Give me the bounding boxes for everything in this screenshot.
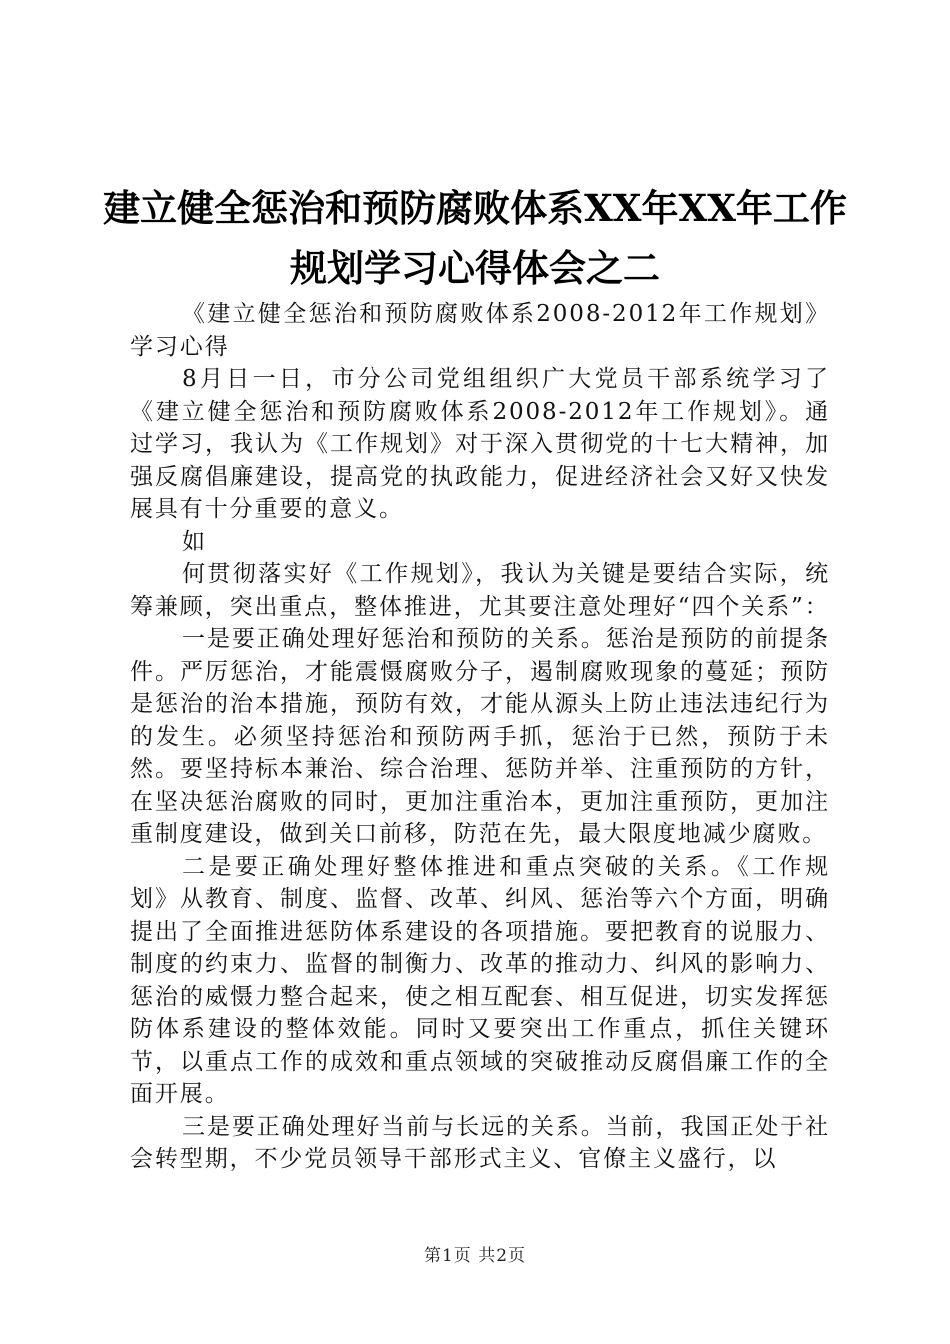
document-title-line-2: 规划学习心得体会之二 (290, 246, 660, 290)
paragraph-relation-one: 一是要正确处理好惩治和预防的关系。惩治是预防的前提条件。严厉惩治，才能震慑腐败分子，遏制腐败现象的蔓延；预防是惩治的治本措施，预防有效，才能从源头上防止违法违纪行为的发生。必须坚持惩治和预防两手抓，惩治于已然，预防于未然。要坚持标本兼治、综合治理、惩防并举、注重预防的方针，在坚决惩治腐败的同时，更加注重治本，更加注重预防，更加注重制度建设，做到关口前移，防范在先，最大限度地减少腐败。 (130, 626, 830, 847)
paragraph-four-relations: 何贯彻落实好《工作规划》，我认为关键是要结合实际，统筹兼顾，突出重点，整体推进，尤其要注意处理好“四个关系”： (130, 561, 830, 620)
document-title-line-1: 建立健全惩治和预防腐败体系XX年XX年工作 (103, 186, 847, 230)
paragraph-subtitle: 《建立健全惩治和预防腐败体系2008-2012年工作规划》学习心得 (130, 301, 830, 360)
paragraph-relation-two: 二是要正确处理好整体推进和重点突破的关系。《工作规划》从教育、制度、监督、改革、纠风、惩治等六个方面，明确提出了全面推进惩防体系建设的各项措施。要把教育的说服力、制度的约束力、监督的制衡力、改革的推动力、纠风的影响力、惩治的威慑力整合起来，使之相互配套、相互促进，切实发挥惩防体系建设的整体效能。同时又要突出工作重点，抓住关键环节，以重点工作的成效和重点领域的突破推动反腐倡廉工作的全面开展。 (130, 853, 830, 1107)
paragraph-intro: 8月日一日，市分公司党组组织广大党员干部系统学习了《建立健全惩治和预防腐败体系2008-2012年工作规划》。通过学习，我认为《工作规划》对于深入贯彻党的十七大精神，加强反腐倡廉建设，提高党的执政能力，促进经济社会又好又快发展具有十分重要的意义。 (130, 366, 830, 522)
paragraph-relation-three: 三是要正确处理好当前与长远的关系。当前，我国正处于社会转型期，不少党员领导干部形式主义、官僚主义盛行，以 (130, 1113, 830, 1172)
document-body (130, 298, 830, 1176)
page-footer: 第1页 共2页 (423, 1246, 527, 1266)
paragraph-fragment: 如 (182, 528, 207, 555)
